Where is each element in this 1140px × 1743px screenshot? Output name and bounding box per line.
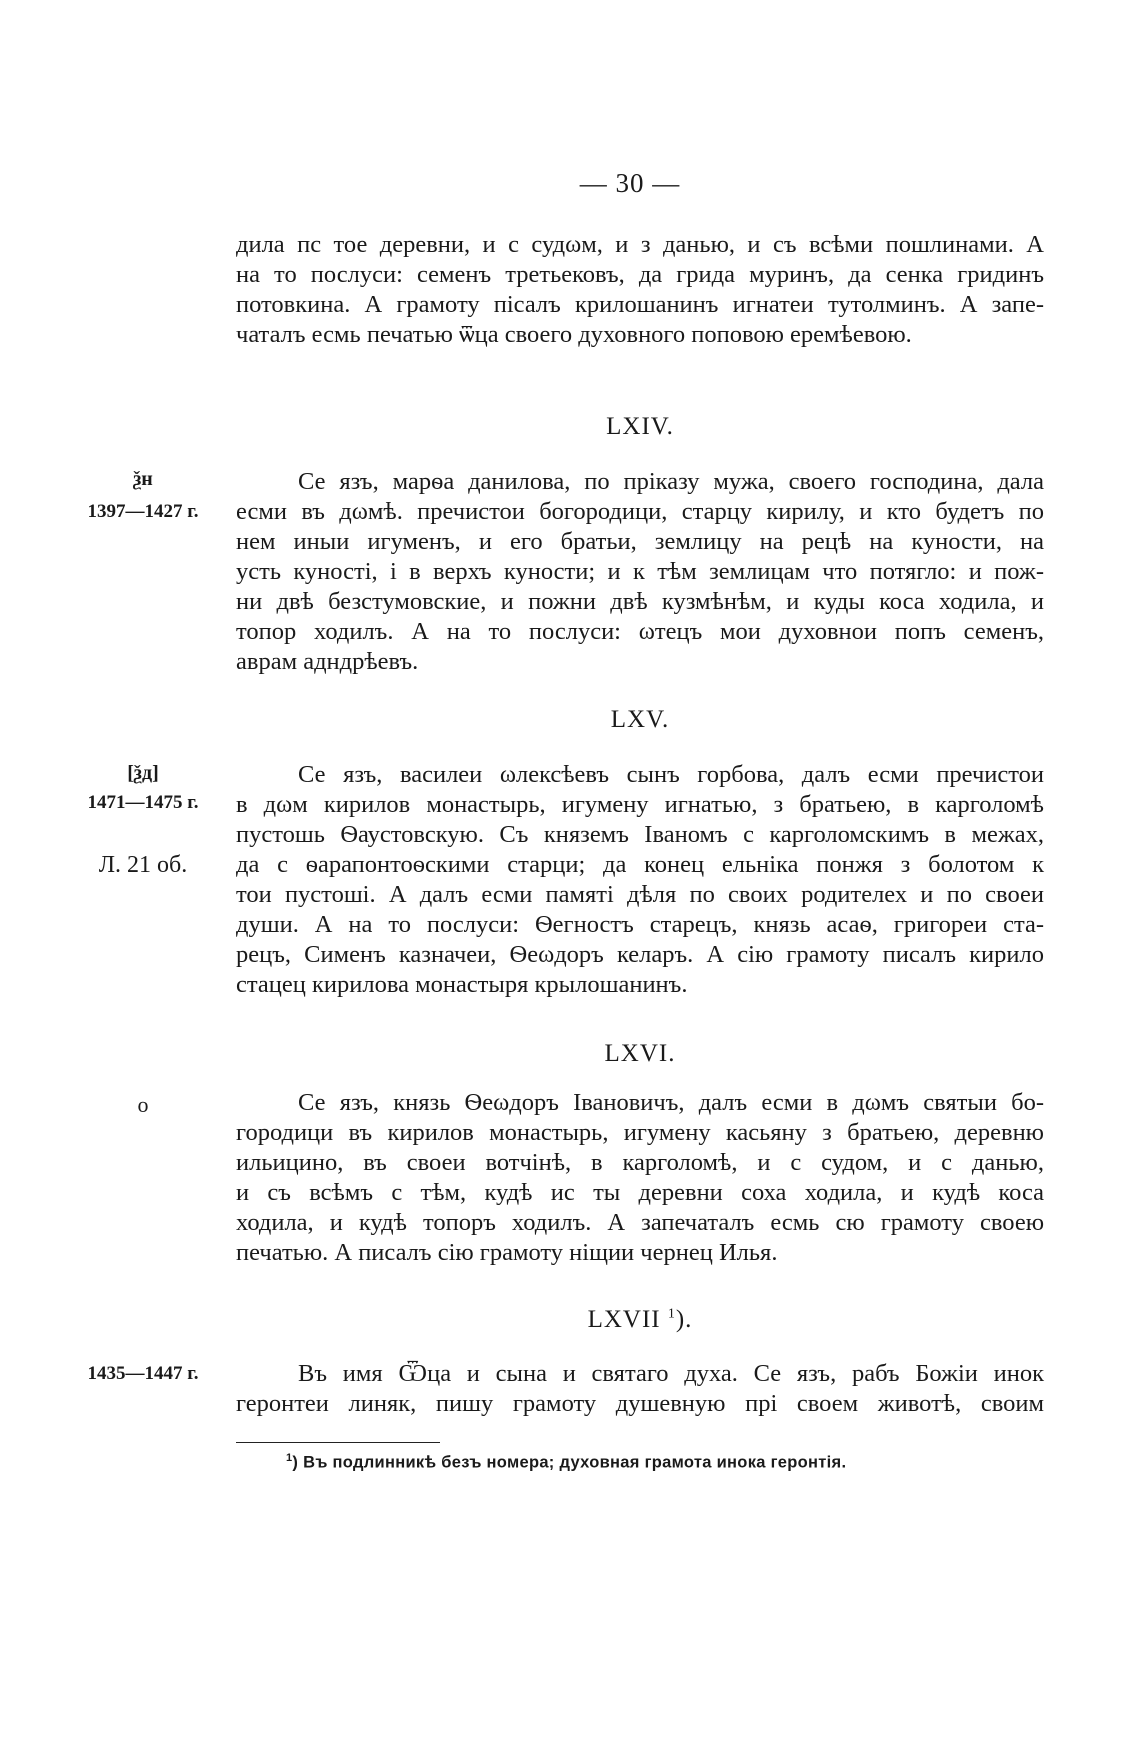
text-line: геронтеи линяк, пишу грамоту душевную прi своем животѣ, своим: [236, 1390, 1044, 1417]
text-line: да с ѳарапонтоѳскими старци; да конец ельнiка понжя з болотом к: [236, 851, 1044, 878]
margin-folio-ref: Л. 21 об.: [98, 852, 188, 878]
text-line: городици въ кирилов монастырь, игумену касьяну з братьею, деревню: [236, 1119, 1044, 1146]
margin-date: 1435—1447 г.: [87, 1363, 199, 1384]
section-heading-tail: ).: [675, 1306, 693, 1333]
footnote-divider: [236, 1442, 440, 1443]
section-heading: LXV.: [610, 706, 670, 733]
section-heading: [236, 1306, 1044, 1334]
text-line: печатью. А писалъ сiю грамоту нiщии чернец Илья.: [236, 1239, 778, 1266]
text-line: ходила, и кудѣ топоръ ходилъ. А запечаталъ есмь сю грамоту своею: [236, 1209, 1044, 1236]
margin-note: о: [137, 1092, 149, 1117]
section-heading: LXVI.: [604, 1040, 676, 1067]
text-line: ильицино, въ своеи вотчiнѣ, в карголомѣ, и с судом, и с данью,: [236, 1149, 1044, 1176]
text-line: усть куностi, i в верхъ куности; и к тѣм землицам что потягло: и пож-: [236, 558, 1044, 585]
text-line: Се язъ, марѳа данилова, по прiказу мужа, своего господина, дала: [298, 468, 1044, 495]
text-line: топор ходилъ. А на то послуси: ωтецъ мои духовнои попъ семенъ,: [236, 618, 1044, 645]
text-line: потовкина. А грамоту пiсалъ крилошанинъ игнатеи тутолминъ. А запе-: [236, 291, 1044, 318]
page-number: — 30 —: [579, 168, 681, 198]
text-line: стацец кирилова монастыря крылошанинъ.: [236, 971, 688, 998]
text-line: Се язъ, василеи ωлексѣевъ сынъ горбова, далъ есми пречистои: [298, 761, 1044, 788]
text-line: Въ имя Ѿца и сына и святаго духа. Се язъ, рабъ Божiи инок: [298, 1360, 1044, 1387]
text-line: пустошь Ѳаустовскую. Съ княземъ Iваномъ с карголомскимъ в межах,: [236, 821, 1044, 848]
text-line: чаталъ есмь печатью ѿца своего духовного поповою еремѣевою.: [236, 321, 912, 348]
margin-note: [ѯд]: [127, 762, 159, 784]
footnote-marker: 1: [667, 1306, 676, 1322]
margin-date: 1471—1475 г.: [87, 792, 199, 813]
section-heading-text: LXVII: [587, 1306, 661, 1333]
text-line: аврам адндрѣевъ.: [236, 648, 419, 675]
footnote-mark: 1: [286, 1452, 293, 1464]
text-line: на то послуси: семенъ третьековъ, да грида муринъ, да сенка гридинъ: [236, 261, 1044, 288]
text-line: души. А на то послуси: Ѳегностъ старецъ, князь асаѳ, григореи ста-: [236, 911, 1044, 938]
text-line: нем иныи игуменъ, и его братьи, землицу на рецѣ на куности, на: [236, 528, 1044, 555]
footnote: [286, 1452, 846, 1473]
text-line: ни двѣ безстумовские, и пожни двѣ кузмѣнѣм, и куды коса ходила, и: [236, 588, 1044, 615]
text-line: в дωм кирилов монастырь, игумену игнатью, з братьею, в карголомѣ: [236, 791, 1044, 818]
section-heading: LXIV.: [606, 413, 674, 440]
margin-note: ѯн: [133, 468, 153, 490]
text-line: тои пустошi. А далъ есми памятi дѣля по своих родителех и по своеи: [236, 881, 1044, 908]
footnote-text: ) Въ подлинникѣ безъ номера; духовная грамота инока геронтiя.: [292, 1453, 847, 1472]
text-line: есми въ дωмѣ. пречистои богородици, старцу кирилу, и кто будетъ по: [236, 498, 1044, 525]
text-line: и съ всѣмъ с тѣм, кудѣ ис ты деревни соха ходила, и кудѣ коса: [236, 1179, 1044, 1206]
margin-date: 1397—1427 г.: [87, 501, 199, 522]
text-line: Се язъ, князь Ѳеωдоръ Iвановичъ, далъ есми в дωмъ святыи бо-: [298, 1089, 1044, 1116]
text-line: дила пс тое деревни, и с судωм, и з данью, и съ всѣми пошлинами. А: [236, 231, 1044, 258]
text-line: рецъ, Сименъ казначеи, Ѳеωдоръ келаръ. А сiю грамоту писалъ кирило: [236, 941, 1044, 968]
